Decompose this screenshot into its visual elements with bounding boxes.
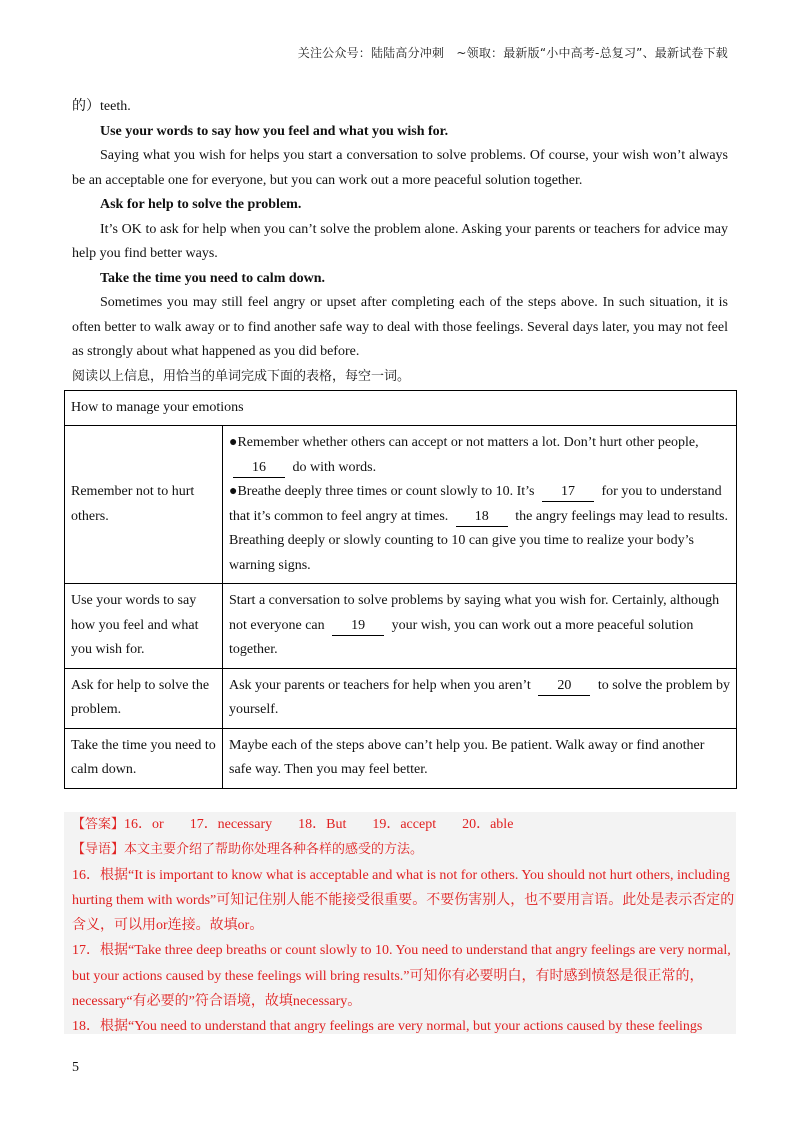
table-row — [65, 668, 737, 728]
row-text: do with words. — [292, 459, 377, 475]
table-row — [65, 728, 737, 788]
passage — [72, 95, 728, 389]
table-row — [65, 584, 737, 669]
paragraph-use-words: Saying what you wish for helps you start a conversation to solve problems. Of course, your wish won’t always be an acceptable one for everyone, but you can work out a more peaceful solution together. — [72, 148, 728, 188]
blank-19: 19 — [332, 617, 384, 636]
answer-section — [64, 812, 736, 1034]
row-label: Remember not to hurt others. — [65, 426, 223, 584]
heading-use-words: Use your words to say how you feel and what you wish for. — [100, 123, 449, 139]
answer-item: 20．able — [462, 817, 514, 832]
row-text: Ask your parents or teachers for help when you aren’t — [229, 677, 531, 693]
row-text: the angry feelings may lead to results. Breathing deeply or slowly counting to 10 can give you time to realize your body’s warning signs. — [229, 508, 728, 573]
row-text: ●Remember whether others can accept or not matters a lot. Don’t hurt other people, — [229, 435, 699, 450]
answer-key — [72, 812, 736, 837]
blank-16: 16 — [233, 459, 285, 478]
explanation-17: 17．根据“Take three deep breaths or count slowly to 10. You need to understand that angry feelings are very normal, but your actions caused by these feelings will bring results.”可知你有必要明白，有时感到愤怒是很正常的，necessary“有必要的”符合语境，故填necessary。 — [72, 943, 731, 1010]
paragraph-calm-down: Sometimes you may still feel angry or upset after completing each of the steps above. In such situation, it is often better to walk away or to find another safe way to deal with those feelings. Several days later, you may not feel as strongly about what happened as you did before. — [72, 295, 728, 359]
blank-17: 17 — [542, 483, 594, 502]
answer-item: 16．or — [124, 817, 164, 832]
table-title: How to manage your emotions — [65, 391, 737, 426]
row-content — [223, 668, 737, 728]
row-content — [223, 584, 737, 669]
row-text: your wish, you can work out a more peaceful solution together. — [229, 617, 694, 657]
heading-ask-help: Ask for help to solve the problem. — [100, 197, 302, 212]
row-text: ●Breathe deeply three times or count slowly to 10. It’s — [229, 484, 535, 499]
row-text: for you to understand that it’s common to feel angry at times. — [229, 484, 722, 524]
row-text: Start a conversation to solve problems by saying what you wish for. Certainly, although not everyone can — [229, 593, 720, 633]
answer-item: 19．accept — [372, 817, 437, 832]
row-label: Use your words to say how you feel and what you wish for. — [65, 584, 223, 669]
passage-line-teeth: 的）teeth. — [72, 99, 131, 114]
blank-18: 18 — [456, 508, 508, 527]
instruction: 阅读以上信息，用恰当的单词完成下面的表格，每空一词。 — [72, 368, 411, 384]
explanation-16: 16．根据“It is important to know what is acceptable and what is not for others. You should not hurt others, including hurting them with words”可知记住别人能不能接受很重要。不要伤害别人，也不要用言语。此处是表示否定的含义，可以用or连接。故填or。 — [72, 867, 735, 934]
page-number: 5 — [72, 1060, 79, 1075]
row-label: Take the time you need to calm down. — [65, 728, 223, 788]
answer-item: 17．necessary — [189, 817, 273, 832]
blank-20: 20 — [538, 677, 590, 696]
table-row — [65, 426, 737, 584]
heading-calm-down: Take the time you need to calm down. — [100, 270, 326, 286]
row-content: Maybe each of the steps above can’t help you. Be patient. Walk away or find another safe way. Then you may feel better. — [223, 728, 737, 788]
emotions-table — [64, 390, 737, 789]
answer-label: 【答案】 — [72, 817, 125, 832]
paragraph-ask-help: It’s OK to ask for help when you can’t solve the problem alone. Asking your parents or teachers for advice may help you find better ways. — [72, 221, 728, 261]
answer-item: 18．But — [298, 817, 347, 832]
row-text: to solve the problem by yourself. — [229, 677, 731, 717]
page-header: 关注公众号：陆陆高分冲刺 ~领取：最新版“小中高考-总复习”、最新试卷下载 — [297, 46, 728, 60]
row-content — [223, 426, 737, 584]
explanation-18: 18．根据“You need to understand that angry feelings are very normal, but your actions caused by these feelings — [72, 1019, 703, 1035]
answer-guide: 【导语】本文主要介绍了帮助你处理各种各样的感受的方法。 — [72, 842, 424, 858]
row-label: Ask for help to solve the problem. — [65, 668, 223, 728]
